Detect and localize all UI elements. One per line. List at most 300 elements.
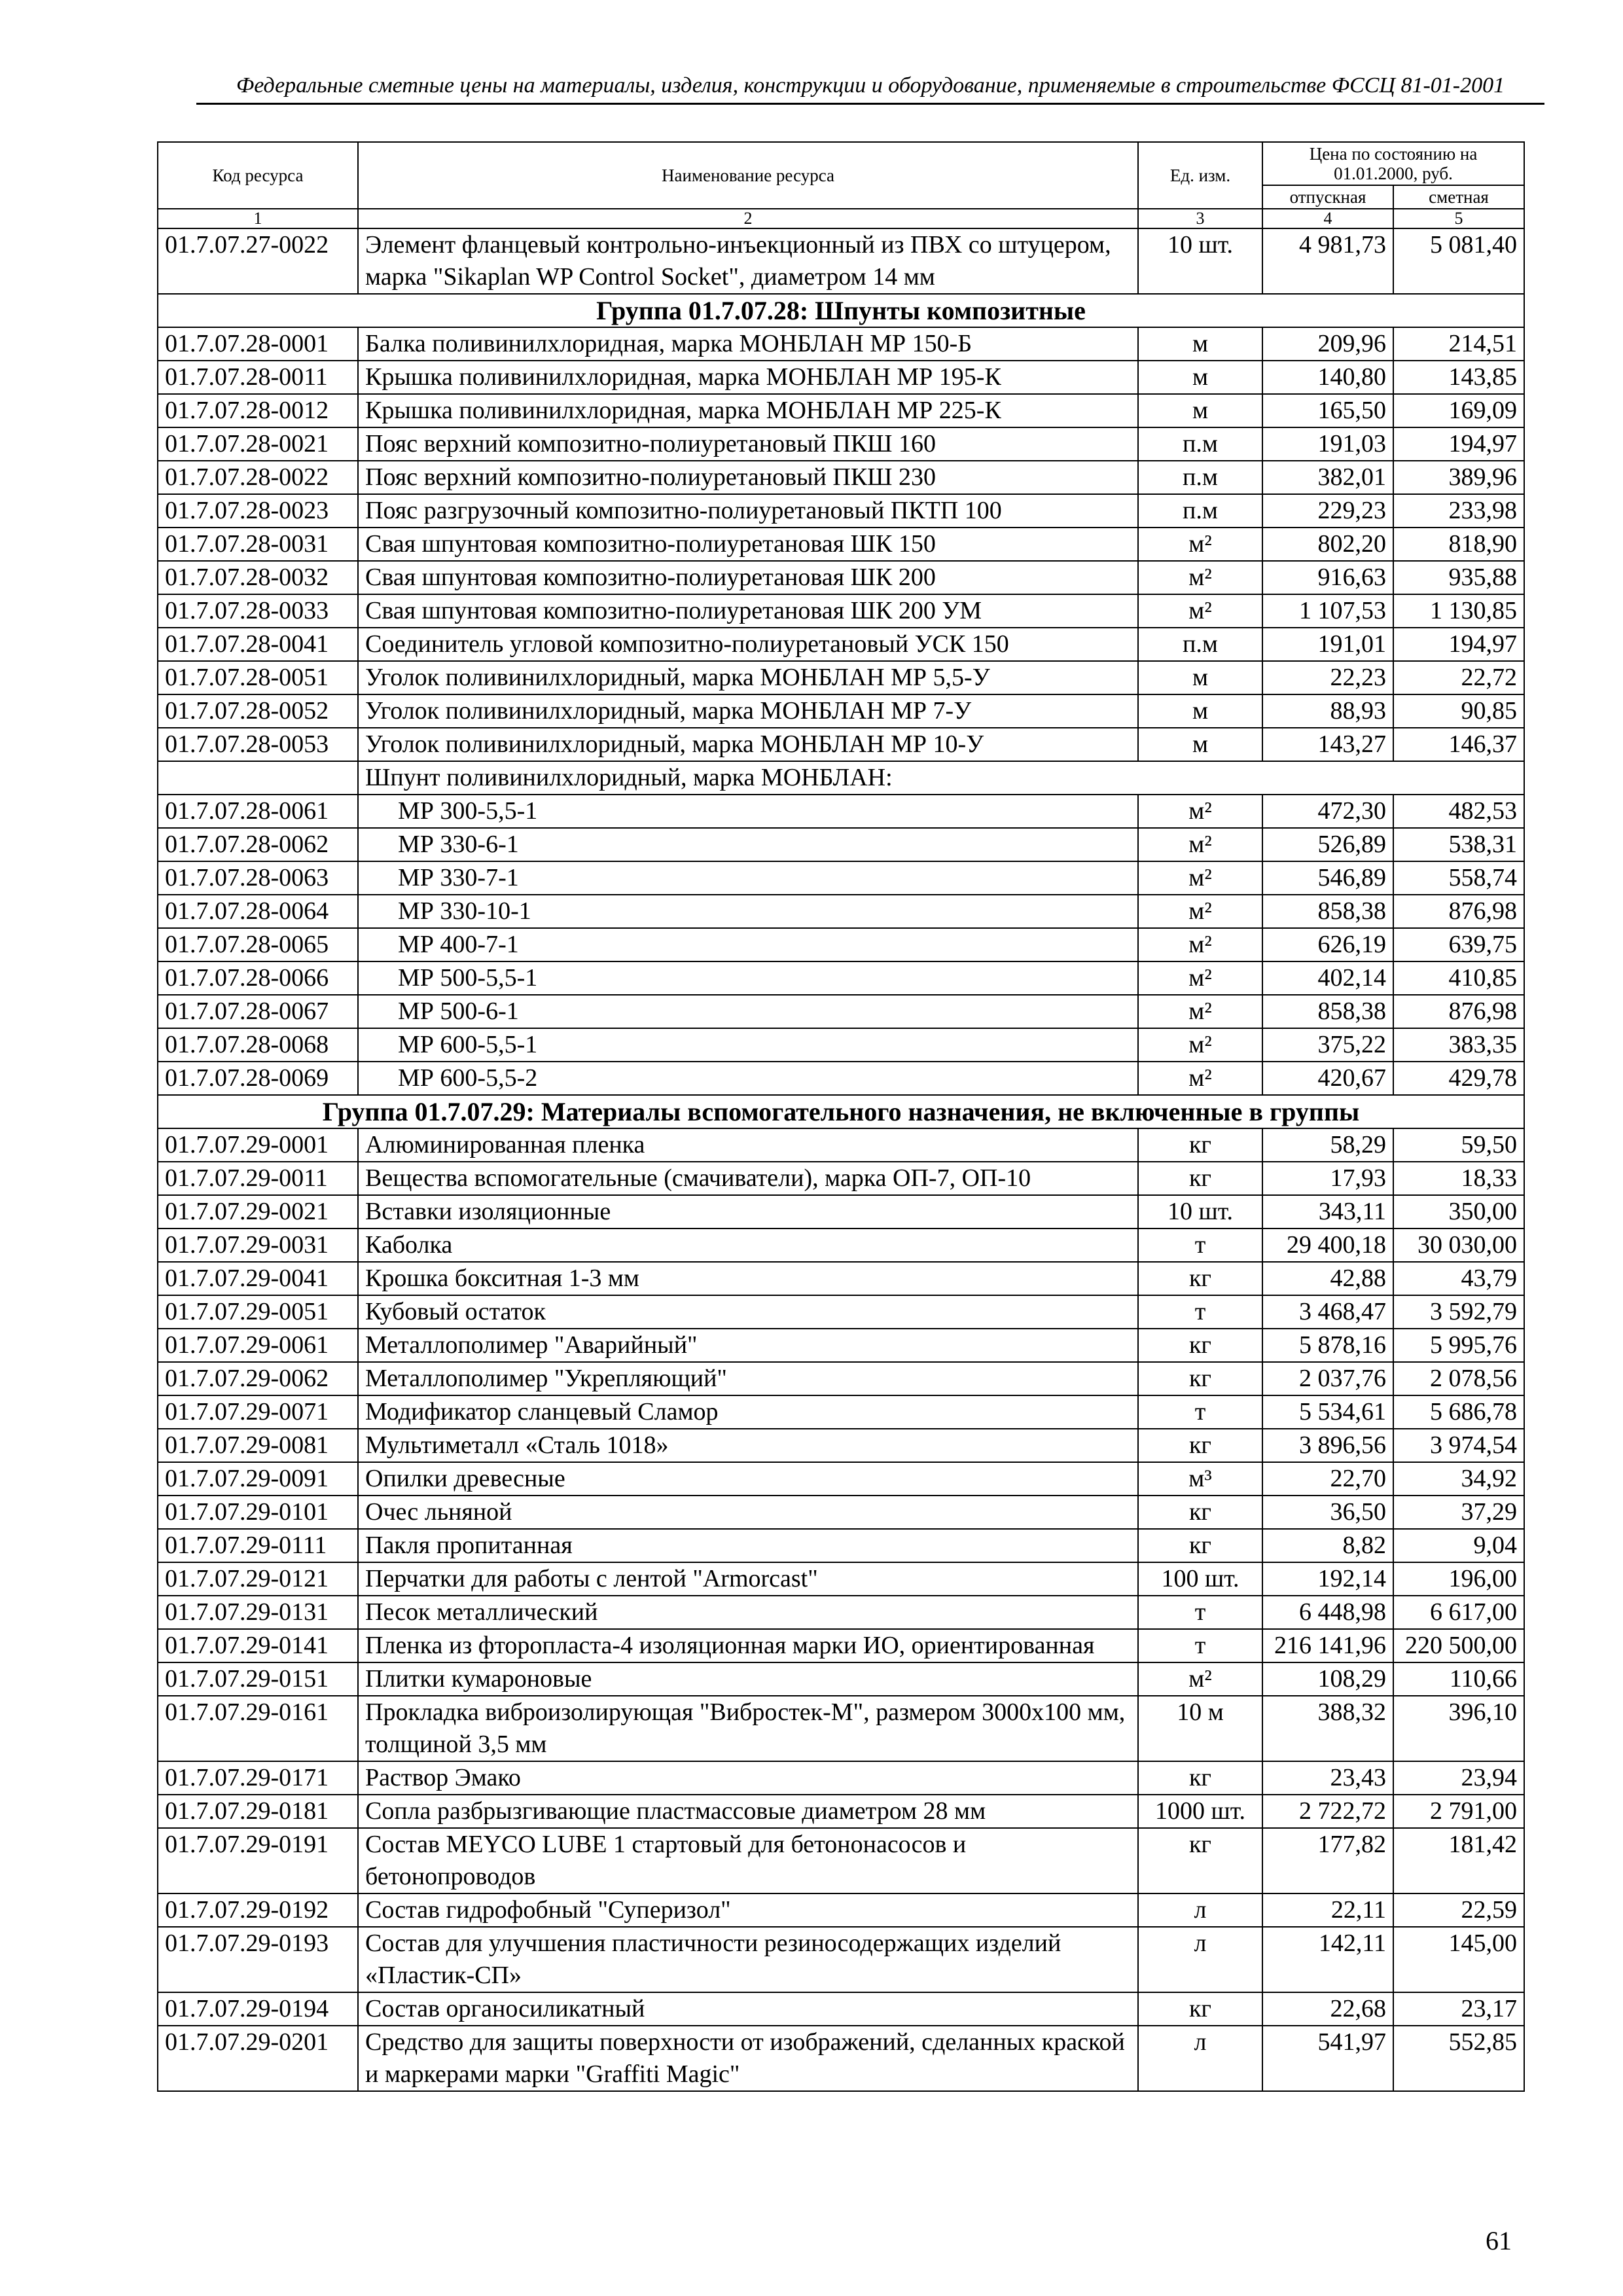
table-row bbox=[158, 1028, 1524, 1062]
table-row bbox=[158, 461, 1524, 494]
code-cell bbox=[158, 761, 358, 795]
table-row bbox=[158, 1992, 1524, 2026]
release-price-cell: 191,03 bbox=[1262, 427, 1393, 461]
estimate-price-cell: 538,31 bbox=[1393, 828, 1524, 861]
table-row bbox=[158, 861, 1524, 895]
table-row bbox=[158, 1395, 1524, 1429]
code-cell: 01.7.07.28-0022 bbox=[158, 461, 358, 494]
release-price-cell: 5 534,61 bbox=[1262, 1395, 1393, 1429]
name-cell: Пояс верхний композитно-полиуретановый ПКШ 160 bbox=[358, 427, 1138, 461]
name-cell: Модификатор сланцевый Сламор bbox=[358, 1395, 1138, 1429]
subheading-row bbox=[158, 761, 1524, 795]
release-price-cell: 177,82 bbox=[1262, 1828, 1393, 1893]
estimate-price-cell: 818,90 bbox=[1393, 528, 1524, 561]
estimate-price-cell: 169,09 bbox=[1393, 394, 1524, 427]
table-row bbox=[158, 1262, 1524, 1295]
table-row bbox=[158, 1662, 1524, 1696]
unit-cell: кг bbox=[1138, 1262, 1262, 1295]
estimate-price-cell: 146,37 bbox=[1393, 728, 1524, 761]
release-price-cell: 22,70 bbox=[1262, 1462, 1393, 1496]
estimate-price-cell: 214,51 bbox=[1393, 327, 1524, 361]
unit-cell: п.м bbox=[1138, 427, 1262, 461]
table-row bbox=[158, 1062, 1524, 1095]
code-cell: 01.7.07.29-0091 bbox=[158, 1462, 358, 1496]
release-price-cell: 541,97 bbox=[1262, 2026, 1393, 2091]
release-price-cell: 165,50 bbox=[1262, 394, 1393, 427]
release-price-cell: 42,88 bbox=[1262, 1262, 1393, 1295]
table-row bbox=[158, 1128, 1524, 1162]
estimate-price-cell: 196,00 bbox=[1393, 1562, 1524, 1596]
estimate-price-cell: 181,42 bbox=[1393, 1828, 1524, 1893]
unit-cell: л bbox=[1138, 1893, 1262, 1927]
unit-cell: м² bbox=[1138, 594, 1262, 628]
code-cell: 01.7.07.29-0131 bbox=[158, 1596, 358, 1629]
code-cell: 01.7.07.28-0064 bbox=[158, 895, 358, 928]
code-cell: 01.7.07.27-0022 bbox=[158, 228, 358, 294]
release-price-cell: 343,11 bbox=[1262, 1195, 1393, 1229]
name-cell: Элемент фланцевый контрольно-инъекционный из ПВХ со штуцером, марка "Sikaplan WP Control Socket", диаметром 14 мм bbox=[358, 228, 1138, 294]
code-cell: 01.7.07.28-0063 bbox=[158, 861, 358, 895]
table-row bbox=[158, 895, 1524, 928]
unit-cell: 100 шт. bbox=[1138, 1562, 1262, 1596]
code-cell: 01.7.07.29-0061 bbox=[158, 1329, 358, 1362]
code-cell: 01.7.07.29-0181 bbox=[158, 1795, 358, 1828]
name-cell: Уголок поливинилхлоридный, марка МОНБЛАН МР 5,5-У bbox=[358, 661, 1138, 694]
table-row bbox=[158, 1562, 1524, 1596]
unit-cell: м² bbox=[1138, 928, 1262, 961]
estimate-price-cell: 6 617,00 bbox=[1393, 1596, 1524, 1629]
code-cell: 01.7.07.29-0171 bbox=[158, 1761, 358, 1795]
name-cell: МР 500-6-1 bbox=[358, 995, 1138, 1028]
table-row bbox=[158, 228, 1524, 294]
code-cell: 01.7.07.29-0051 bbox=[158, 1295, 358, 1329]
name-cell: Состав органосиликатный bbox=[358, 1992, 1138, 2026]
estimate-price-cell: 90,85 bbox=[1393, 694, 1524, 728]
name-cell: Уголок поливинилхлоридный, марка МОНБЛАН МР 7-У bbox=[358, 694, 1138, 728]
name-cell: Плитки кумароновые bbox=[358, 1662, 1138, 1696]
estimate-price-cell: 482,53 bbox=[1393, 795, 1524, 828]
name-cell: Уголок поливинилхлоридный, марка МОНБЛАН МР 10-У bbox=[358, 728, 1138, 761]
code-cell: 01.7.07.28-0067 bbox=[158, 995, 358, 1028]
unit-cell: м bbox=[1138, 694, 1262, 728]
table-row bbox=[158, 1629, 1524, 1662]
unit-cell: м bbox=[1138, 327, 1262, 361]
code-cell: 01.7.07.28-0062 bbox=[158, 828, 358, 861]
code-cell: 01.7.07.29-0041 bbox=[158, 1262, 358, 1295]
code-cell: 01.7.07.28-0051 bbox=[158, 661, 358, 694]
table-row bbox=[158, 1496, 1524, 1529]
name-cell: Алюминированная пленка bbox=[358, 1128, 1138, 1162]
unit-cell: м³ bbox=[1138, 1462, 1262, 1496]
estimate-price-cell: 34,92 bbox=[1393, 1462, 1524, 1496]
table-row bbox=[158, 1162, 1524, 1195]
unit-cell: 10 шт. bbox=[1138, 228, 1262, 294]
table-row bbox=[158, 2026, 1524, 2091]
estimate-price-cell: 23,94 bbox=[1393, 1761, 1524, 1795]
estimate-price-cell: 5 686,78 bbox=[1393, 1395, 1524, 1429]
name-cell: Состав MEYCO LUBE 1 стартовый для бетононасосов и бетонопроводов bbox=[358, 1828, 1138, 1893]
release-price-cell: 36,50 bbox=[1262, 1496, 1393, 1529]
code-cell: 01.7.07.29-0141 bbox=[158, 1629, 358, 1662]
name-cell: Кубовый остаток bbox=[358, 1295, 1138, 1329]
name-cell: Перчатки для работы с лентой "Armorcast" bbox=[358, 1562, 1138, 1596]
code-cell: 01.7.07.28-0069 bbox=[158, 1062, 358, 1095]
unit-cell: м² bbox=[1138, 561, 1262, 594]
estimate-price-cell: 194,97 bbox=[1393, 427, 1524, 461]
running-header: Федеральные сметные цены на материалы, изделия, конструкции и оборудование, применяемые в строительстве ФССЦ 81-01-2001 bbox=[236, 73, 1505, 98]
table-row bbox=[158, 1696, 1524, 1761]
table-row bbox=[158, 1927, 1524, 1992]
table-row bbox=[158, 694, 1524, 728]
release-price-cell: 142,11 bbox=[1262, 1927, 1393, 1992]
code-cell: 01.7.07.28-0021 bbox=[158, 427, 358, 461]
estimate-price-cell: 2 078,56 bbox=[1393, 1362, 1524, 1395]
code-cell: 01.7.07.28-0032 bbox=[158, 561, 358, 594]
unit-cell: кг bbox=[1138, 1496, 1262, 1529]
name-cell: МР 400-7-1 bbox=[358, 928, 1138, 961]
estimate-price-cell: 2 791,00 bbox=[1393, 1795, 1524, 1828]
code-cell: 01.7.07.29-0011 bbox=[158, 1162, 358, 1195]
estimate-price-cell: 59,50 bbox=[1393, 1128, 1524, 1162]
table-row bbox=[158, 1529, 1524, 1562]
unit-cell: 10 м bbox=[1138, 1696, 1262, 1761]
estimate-price-cell: 3 592,79 bbox=[1393, 1295, 1524, 1329]
column-number: 1 bbox=[158, 209, 358, 228]
unit-cell: м² bbox=[1138, 828, 1262, 861]
release-price-cell: 209,96 bbox=[1262, 327, 1393, 361]
table-body bbox=[158, 228, 1524, 2091]
release-price-cell: 4 981,73 bbox=[1262, 228, 1393, 294]
release-price-cell: 5 878,16 bbox=[1262, 1329, 1393, 1362]
table-row bbox=[158, 628, 1524, 661]
name-cell: МР 330-6-1 bbox=[358, 828, 1138, 861]
unit-cell: кг bbox=[1138, 1761, 1262, 1795]
column-number: 5 bbox=[1393, 209, 1524, 228]
estimate-price-cell: 935,88 bbox=[1393, 561, 1524, 594]
unit-cell: м bbox=[1138, 394, 1262, 427]
unit-cell: кг bbox=[1138, 1828, 1262, 1893]
unit-cell: кг bbox=[1138, 1128, 1262, 1162]
name-cell: Пакля пропитанная bbox=[358, 1529, 1138, 1562]
release-price-cell: 375,22 bbox=[1262, 1028, 1393, 1062]
table-row bbox=[158, 561, 1524, 594]
code-cell: 01.7.07.29-0193 bbox=[158, 1927, 358, 1992]
estimate-price-cell: 383,35 bbox=[1393, 1028, 1524, 1062]
name-cell: Состав гидрофобный "Суперизол" bbox=[358, 1893, 1138, 1927]
table-row bbox=[158, 795, 1524, 828]
unit-cell: м² bbox=[1138, 528, 1262, 561]
unit-cell: м bbox=[1138, 728, 1262, 761]
unit-cell: м² bbox=[1138, 961, 1262, 995]
name-cell: Пленка из фторопласта-4 изоляционная марки ИО, ориентированная bbox=[358, 1629, 1138, 1662]
table-row bbox=[158, 1362, 1524, 1395]
estimate-price-cell: 410,85 bbox=[1393, 961, 1524, 995]
release-price-cell: 2 037,76 bbox=[1262, 1362, 1393, 1395]
table-row bbox=[158, 1795, 1524, 1828]
name-cell: Сопла разбрызгивающие пластмассовые диаметром 28 мм bbox=[358, 1795, 1138, 1828]
group-heading-row bbox=[158, 294, 1524, 327]
code-cell: 01.7.07.28-0023 bbox=[158, 494, 358, 528]
group-heading-row bbox=[158, 1095, 1524, 1128]
code-cell: 01.7.07.28-0065 bbox=[158, 928, 358, 961]
unit-cell: м² bbox=[1138, 861, 1262, 895]
name-cell: Пояс разгрузочный композитно-полиуретановый ПКТП 100 bbox=[358, 494, 1138, 528]
unit-cell: п.м bbox=[1138, 461, 1262, 494]
name-cell: МР 300-5,5-1 bbox=[358, 795, 1138, 828]
code-cell: 01.7.07.28-0012 bbox=[158, 394, 358, 427]
table-row bbox=[158, 1761, 1524, 1795]
name-cell: Вещества вспомогательные (смачиватели), марка ОП-7, ОП-10 bbox=[358, 1162, 1138, 1195]
unit-cell: м bbox=[1138, 661, 1262, 694]
table-row bbox=[158, 1596, 1524, 1629]
column-header-price-group: Цена по состоянию на 01.01.2000, руб. bbox=[1262, 142, 1524, 185]
name-cell: Свая шпунтовая композитно-полиуретановая ШК 200 УМ bbox=[358, 594, 1138, 628]
table-row bbox=[158, 928, 1524, 961]
unit-cell: м² bbox=[1138, 1028, 1262, 1062]
release-price-cell: 140,80 bbox=[1262, 361, 1393, 394]
release-price-cell: 108,29 bbox=[1262, 1662, 1393, 1696]
code-cell: 01.7.07.28-0053 bbox=[158, 728, 358, 761]
release-price-cell: 2 722,72 bbox=[1262, 1795, 1393, 1828]
table-row bbox=[158, 828, 1524, 861]
release-price-cell: 17,93 bbox=[1262, 1162, 1393, 1195]
unit-cell: м bbox=[1138, 361, 1262, 394]
estimate-price-cell: 396,10 bbox=[1393, 1696, 1524, 1761]
name-cell: Крышка поливинилхлоридная, марка МОНБЛАН МР 225-К bbox=[358, 394, 1138, 427]
table-row bbox=[158, 528, 1524, 561]
unit-cell: 10 шт. bbox=[1138, 1195, 1262, 1229]
name-cell: Свая шпунтовая композитно-полиуретановая ШК 150 bbox=[358, 528, 1138, 561]
estimate-price-cell: 22,59 bbox=[1393, 1893, 1524, 1927]
estimate-price-cell: 220 500,00 bbox=[1393, 1629, 1524, 1662]
table-row bbox=[158, 961, 1524, 995]
group-heading: Группа 01.7.07.28: Шпунты композитные bbox=[158, 294, 1524, 327]
release-price-cell: 3 896,56 bbox=[1262, 1429, 1393, 1462]
unit-cell: л bbox=[1138, 1927, 1262, 1992]
column-header-unit: Ед. изм. bbox=[1138, 142, 1262, 209]
code-cell: 01.7.07.29-0111 bbox=[158, 1529, 358, 1562]
name-cell: МР 600-5,5-1 bbox=[358, 1028, 1138, 1062]
table-row bbox=[158, 1229, 1524, 1262]
release-price-cell: 472,30 bbox=[1262, 795, 1393, 828]
code-cell: 01.7.07.29-0031 bbox=[158, 1229, 358, 1262]
table-row bbox=[158, 494, 1524, 528]
code-cell: 01.7.07.29-0001 bbox=[158, 1128, 358, 1162]
code-cell: 01.7.07.29-0081 bbox=[158, 1429, 358, 1462]
name-cell: Каболка bbox=[358, 1229, 1138, 1262]
subheading-label: Шпунт поливинилхлоридный, марка МОНБЛАН: bbox=[358, 761, 1524, 795]
name-cell: Крошка бокситная 1-3 мм bbox=[358, 1262, 1138, 1295]
code-cell: 01.7.07.29-0191 bbox=[158, 1828, 358, 1893]
unit-cell: кг bbox=[1138, 1162, 1262, 1195]
code-cell: 01.7.07.29-0062 bbox=[158, 1362, 358, 1395]
release-price-cell: 1 107,53 bbox=[1262, 594, 1393, 628]
column-number: 3 bbox=[1138, 209, 1262, 228]
estimate-price-cell: 30 030,00 bbox=[1393, 1229, 1524, 1262]
estimate-price-cell: 1 130,85 bbox=[1393, 594, 1524, 628]
estimate-price-cell: 429,78 bbox=[1393, 1062, 1524, 1095]
code-cell: 01.7.07.28-0068 bbox=[158, 1028, 358, 1062]
release-price-cell: 192,14 bbox=[1262, 1562, 1393, 1596]
table-row bbox=[158, 995, 1524, 1028]
table-row bbox=[158, 1462, 1524, 1496]
table-row bbox=[158, 1429, 1524, 1462]
unit-cell: т bbox=[1138, 1629, 1262, 1662]
name-cell: Мультиметалл «Сталь 1018» bbox=[358, 1429, 1138, 1462]
release-price-cell: 388,32 bbox=[1262, 1696, 1393, 1761]
estimate-price-cell: 194,97 bbox=[1393, 628, 1524, 661]
release-price-cell: 8,82 bbox=[1262, 1529, 1393, 1562]
column-number: 2 bbox=[358, 209, 1138, 228]
table-row bbox=[158, 1195, 1524, 1229]
unit-cell: п.м bbox=[1138, 494, 1262, 528]
release-price-cell: 3 468,47 bbox=[1262, 1295, 1393, 1329]
name-cell: Прокладка виброизолирующая "Вибростек-М", размером 3000х100 мм, толщиной 3,5 мм bbox=[358, 1696, 1138, 1761]
release-price-cell: 626,19 bbox=[1262, 928, 1393, 961]
code-cell: 01.7.07.29-0192 bbox=[158, 1893, 358, 1927]
unit-cell: т bbox=[1138, 1229, 1262, 1262]
group-heading: Группа 01.7.07.29: Материалы вспомогательного назначения, не включенные в группы bbox=[158, 1095, 1524, 1128]
name-cell: Пояс верхний композитно-полиуретановый ПКШ 230 bbox=[358, 461, 1138, 494]
estimate-price-cell: 876,98 bbox=[1393, 895, 1524, 928]
code-cell: 01.7.07.28-0041 bbox=[158, 628, 358, 661]
release-price-cell: 402,14 bbox=[1262, 961, 1393, 995]
estimate-price-cell: 5 995,76 bbox=[1393, 1329, 1524, 1362]
table-row bbox=[158, 361, 1524, 394]
estimate-price-cell: 558,74 bbox=[1393, 861, 1524, 895]
estimate-price-cell: 37,29 bbox=[1393, 1496, 1524, 1529]
table-row bbox=[158, 1828, 1524, 1893]
unit-cell: п.м bbox=[1138, 628, 1262, 661]
code-cell: 01.7.07.29-0161 bbox=[158, 1696, 358, 1761]
unit-cell: м² bbox=[1138, 1062, 1262, 1095]
estimate-price-cell: 43,79 bbox=[1393, 1262, 1524, 1295]
name-cell: Опилки древесные bbox=[358, 1462, 1138, 1496]
name-cell: Песок металлический bbox=[358, 1596, 1138, 1629]
estimate-price-cell: 639,75 bbox=[1393, 928, 1524, 961]
name-cell: Состав для улучшения пластичности резиносодержащих изделий «Пластик-СП» bbox=[358, 1927, 1138, 1992]
header-rule bbox=[196, 103, 1544, 105]
name-cell: Свая шпунтовая композитно-полиуретановая ШК 200 bbox=[358, 561, 1138, 594]
estimate-price-cell: 18,33 bbox=[1393, 1162, 1524, 1195]
code-cell: 01.7.07.29-0021 bbox=[158, 1195, 358, 1229]
release-price-cell: 88,93 bbox=[1262, 694, 1393, 728]
code-cell: 01.7.07.28-0066 bbox=[158, 961, 358, 995]
name-cell: Соединитель угловой композитно-полиуретановый УСК 150 bbox=[358, 628, 1138, 661]
release-price-cell: 23,43 bbox=[1262, 1761, 1393, 1795]
estimate-price-cell: 552,85 bbox=[1393, 2026, 1524, 2091]
name-cell: Раствор Эмако bbox=[358, 1761, 1138, 1795]
estimate-price-cell: 23,17 bbox=[1393, 1992, 1524, 2026]
name-cell: МР 600-5,5-2 bbox=[358, 1062, 1138, 1095]
code-cell: 01.7.07.28-0031 bbox=[158, 528, 358, 561]
code-cell: 01.7.07.28-0011 bbox=[158, 361, 358, 394]
unit-cell: кг bbox=[1138, 1529, 1262, 1562]
unit-cell: кг bbox=[1138, 1992, 1262, 2026]
release-price-cell: 916,63 bbox=[1262, 561, 1393, 594]
unit-cell: т bbox=[1138, 1395, 1262, 1429]
release-price-cell: 420,67 bbox=[1262, 1062, 1393, 1095]
code-cell: 01.7.07.29-0201 bbox=[158, 2026, 358, 2091]
code-cell: 01.7.07.28-0061 bbox=[158, 795, 358, 828]
name-cell: МР 330-10-1 bbox=[358, 895, 1138, 928]
name-cell: Очес льняной bbox=[358, 1496, 1138, 1529]
table-row bbox=[158, 327, 1524, 361]
release-price-cell: 22,23 bbox=[1262, 661, 1393, 694]
code-cell: 01.7.07.29-0151 bbox=[158, 1662, 358, 1696]
unit-cell: м² bbox=[1138, 895, 1262, 928]
table-row bbox=[158, 661, 1524, 694]
column-header-code: Код ресурса bbox=[158, 142, 358, 209]
price-table bbox=[157, 141, 1525, 2092]
release-price-cell: 6 448,98 bbox=[1262, 1596, 1393, 1629]
release-price-cell: 546,89 bbox=[1262, 861, 1393, 895]
estimate-price-cell: 145,00 bbox=[1393, 1927, 1524, 1992]
unit-cell: м² bbox=[1138, 995, 1262, 1028]
name-cell: Крышка поливинилхлоридная, марка МОНБЛАН МР 195-К bbox=[358, 361, 1138, 394]
estimate-price-cell: 5 081,40 bbox=[1393, 228, 1524, 294]
estimate-price-cell: 389,96 bbox=[1393, 461, 1524, 494]
name-cell: Металлополимер "Укрепляющий" bbox=[358, 1362, 1138, 1395]
release-price-cell: 143,27 bbox=[1262, 728, 1393, 761]
estimate-price-cell: 9,04 bbox=[1393, 1529, 1524, 1562]
name-cell: МР 330-7-1 bbox=[358, 861, 1138, 895]
name-cell: Металлополимер "Аварийный" bbox=[358, 1329, 1138, 1362]
unit-cell: м² bbox=[1138, 1662, 1262, 1696]
unit-cell: кг bbox=[1138, 1429, 1262, 1462]
unit-cell: кг bbox=[1138, 1362, 1262, 1395]
release-price-cell: 858,38 bbox=[1262, 895, 1393, 928]
unit-cell: т bbox=[1138, 1596, 1262, 1629]
table-row bbox=[158, 728, 1524, 761]
table-row bbox=[158, 1893, 1524, 1927]
unit-cell: кг bbox=[1138, 1329, 1262, 1362]
code-cell: 01.7.07.28-0052 bbox=[158, 694, 358, 728]
estimate-price-cell: 876,98 bbox=[1393, 995, 1524, 1028]
table-row bbox=[158, 1329, 1524, 1362]
release-price-cell: 22,11 bbox=[1262, 1893, 1393, 1927]
table-row bbox=[158, 1295, 1524, 1329]
code-cell: 01.7.07.29-0121 bbox=[158, 1562, 358, 1596]
column-number: 4 bbox=[1262, 209, 1393, 228]
code-cell: 01.7.07.28-0033 bbox=[158, 594, 358, 628]
release-price-cell: 802,20 bbox=[1262, 528, 1393, 561]
unit-cell: 1000 шт. bbox=[1138, 1795, 1262, 1828]
estimate-price-cell: 233,98 bbox=[1393, 494, 1524, 528]
column-header-release: отпускная bbox=[1262, 185, 1393, 209]
name-cell: Балка поливинилхлоридная, марка МОНБЛАН МР 150-Б bbox=[358, 327, 1138, 361]
column-header-name: Наименование ресурса bbox=[358, 142, 1138, 209]
release-price-cell: 526,89 bbox=[1262, 828, 1393, 861]
column-number-row bbox=[158, 209, 1524, 228]
code-cell: 01.7.07.29-0194 bbox=[158, 1992, 358, 2026]
estimate-price-cell: 143,85 bbox=[1393, 361, 1524, 394]
name-cell: Средство для защиты поверхности от изображений, сделанных краской и маркерами марки "Graffiti Magic" bbox=[358, 2026, 1138, 2091]
table-row bbox=[158, 427, 1524, 461]
unit-cell: м² bbox=[1138, 795, 1262, 828]
unit-cell: л bbox=[1138, 2026, 1262, 2091]
estimate-price-cell: 110,66 bbox=[1393, 1662, 1524, 1696]
estimate-price-cell: 3 974,54 bbox=[1393, 1429, 1524, 1462]
release-price-cell: 29 400,18 bbox=[1262, 1229, 1393, 1262]
page-number: 61 bbox=[1486, 2226, 1512, 2255]
name-cell: МР 500-5,5-1 bbox=[358, 961, 1138, 995]
code-cell: 01.7.07.28-0001 bbox=[158, 327, 358, 361]
release-price-cell: 229,23 bbox=[1262, 494, 1393, 528]
column-header-estimate: сметная bbox=[1393, 185, 1524, 209]
release-price-cell: 216 141,96 bbox=[1262, 1629, 1393, 1662]
release-price-cell: 22,68 bbox=[1262, 1992, 1393, 2026]
